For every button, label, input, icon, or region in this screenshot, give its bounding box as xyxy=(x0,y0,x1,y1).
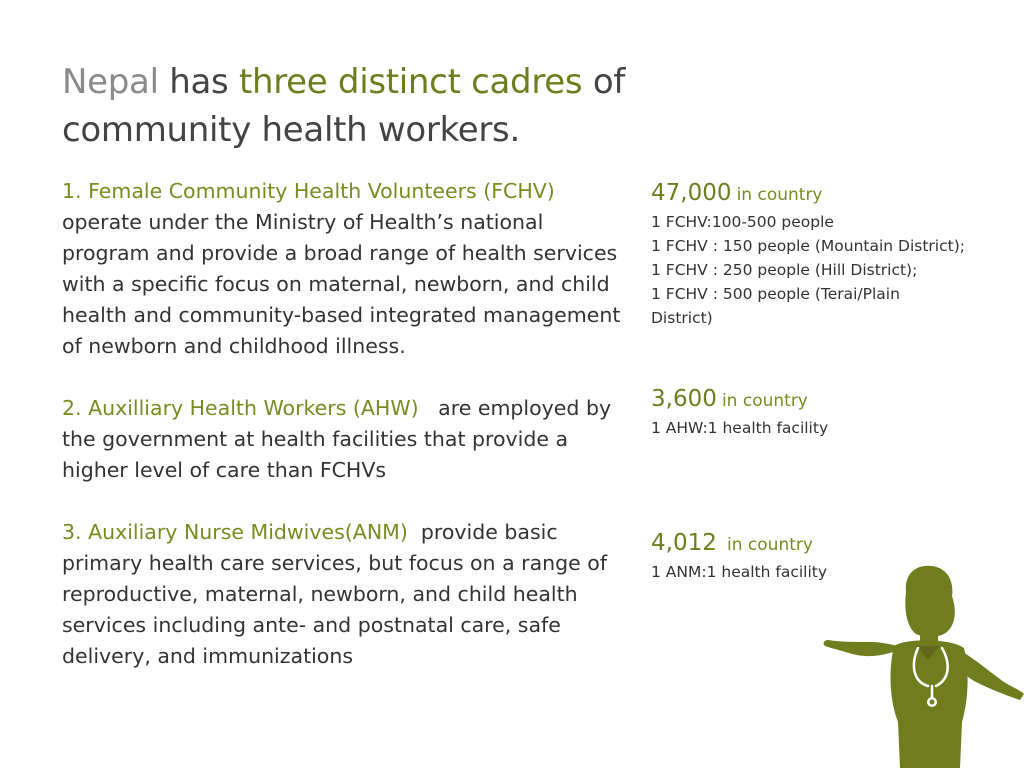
slide-title xyxy=(62,58,702,154)
stat-fchv-ratio-mountain: 1 FCHV : 150 people (Mountain District); xyxy=(651,237,965,255)
cadre-fchv-description: operate under the Ministry of Health’s national program and provide a broad range of health services with a specific focus on maternal, newborn, and child health and community-based integrated management of newborn and childhood illness. xyxy=(62,210,621,358)
health-worker-silhouette-icon xyxy=(820,562,1024,768)
stat-fchv-ratio-hill: 1 FCHV : 250 people (Hill District); xyxy=(651,261,918,279)
title-rest: of community health workers. xyxy=(62,62,625,150)
stat-ahw-number: 3,600 xyxy=(651,386,717,412)
stat-fchv-number: 47,000 xyxy=(651,180,732,206)
title-nepal: Nepal xyxy=(62,62,159,102)
stat-ahw-ratio: 1 AHW:1 health facility xyxy=(651,419,829,437)
stat-anm-ratio: 1 ANM:1 health facility xyxy=(651,563,828,581)
stat-fchv-ratio-terai: 1 FCHV : 500 people (Terai/Plain District) xyxy=(651,285,900,327)
title-highlight: three distinct cadres xyxy=(238,62,583,102)
cadre-anm-name: 3. Auxiliary Nurse Midwives(ANM) xyxy=(62,520,408,544)
cadre-descriptions xyxy=(62,176,622,703)
cadre-anm xyxy=(62,517,622,672)
stat-ahw xyxy=(651,382,1011,440)
stat-fchv xyxy=(651,176,1011,330)
cadre-ahw-name: 2. Auxilliary Health Workers (AHW) xyxy=(62,396,419,420)
stat-anm-number: 4,012 xyxy=(651,530,717,556)
stat-fchv-unit: in country xyxy=(736,185,823,205)
cadre-ahw-description: are employed by the government at health facilities that provide a higher level of care than FCHVs xyxy=(62,396,612,482)
stat-anm-unit: in country xyxy=(727,535,813,555)
cadre-ahw xyxy=(62,393,622,486)
cadre-fchv xyxy=(62,176,622,362)
cadre-fchv-name: 1. Female Community Health Volunteers (FCHV) xyxy=(62,179,555,203)
stat-ahw-unit: in country xyxy=(721,391,808,411)
cadre-anm-description: provide basic primary health care services, but focus on a range of reproductive, maternal, newborn, and child health services including ante- and postnatal care, safe delivery, and immunizations xyxy=(62,520,608,668)
title-has: has xyxy=(169,62,229,102)
stat-fchv-ratio: 1 FCHV:100-500 people xyxy=(651,213,834,231)
